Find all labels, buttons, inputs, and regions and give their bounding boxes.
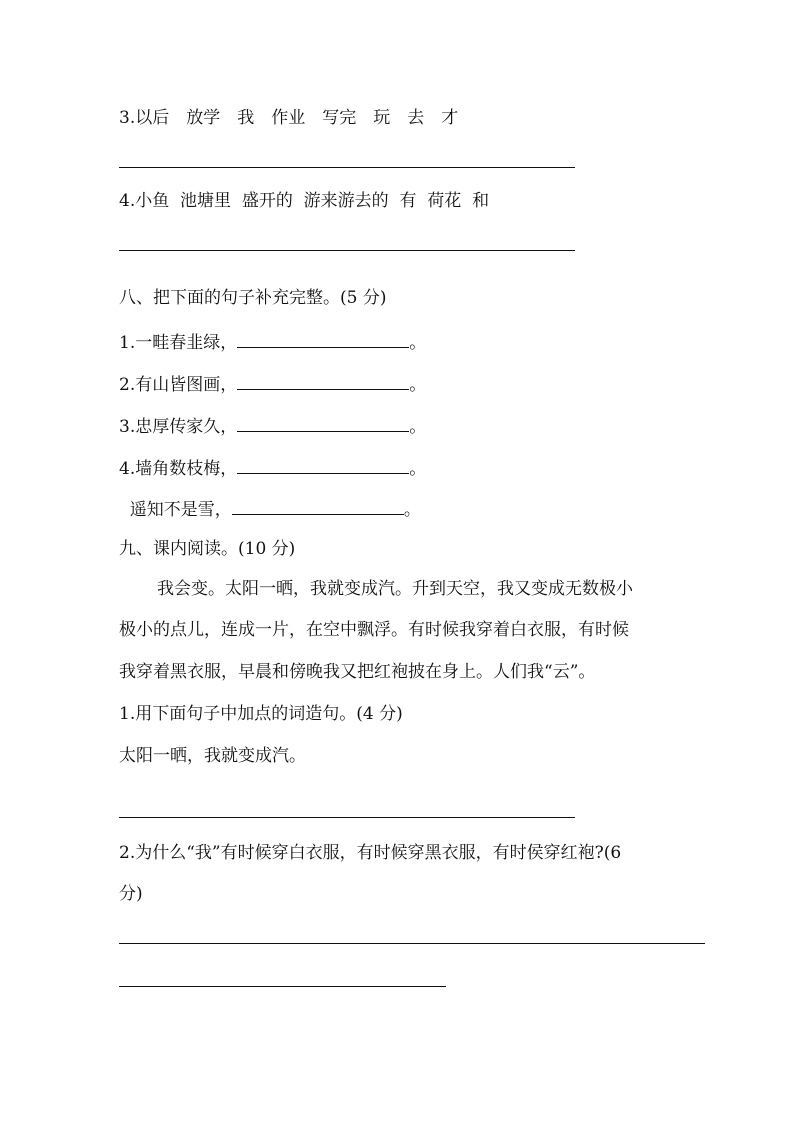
section8-title: 八、把下面的句子补充完整。(5 分) (119, 288, 387, 308)
fill-prefix: 4.墙角数枝梅， (119, 459, 238, 479)
section9-q2-title-cont: 分) (119, 884, 143, 904)
fill-prefix: 3.忠厚传家久， (119, 417, 238, 437)
section9-q1-title: 1.用下面句子中加点的词造句。(4 分) (119, 704, 403, 724)
answer-line[interactable] (119, 986, 446, 987)
section9-title: 九、课内阅读。(10 分) (119, 539, 296, 559)
passage-line: 极小的点儿，连成一片，在空中飘浮。有时候我穿着白衣服，有时候 (119, 620, 629, 640)
answer-line[interactable] (119, 167, 575, 168)
fill-prefix: 2.有山皆图画， (119, 375, 238, 395)
fill-item (119, 329, 426, 354)
fill-blank[interactable] (232, 496, 404, 515)
fill-suffix: 。 (409, 375, 427, 395)
fill-prefix: 遥知不是雪， (119, 500, 232, 520)
fill-suffix: 。 (403, 500, 421, 520)
section7-q4: 4.小鱼 池塘里 盛开的 游来游去的 有 荷花 和 (119, 191, 490, 211)
answer-line[interactable] (119, 943, 705, 944)
answer-line[interactable] (119, 250, 575, 251)
fill-suffix: 。 (409, 459, 427, 479)
fill-suffix: 。 (409, 333, 427, 353)
section9-q2-title: 2.为什么“我”有时候穿白衣服，有时候穿黑衣服，有时侯穿红袍?(6 (119, 843, 622, 863)
fill-suffix: 。 (409, 417, 427, 437)
fill-item (119, 371, 426, 396)
fill-prefix: 1.一畦春韭绿， (119, 333, 238, 353)
fill-item (119, 496, 421, 521)
passage-line: 我会变。太阳一晒，我就变成汽。升到天空，我又变成无数极小 (157, 579, 633, 599)
section9-q1-sentence: 太阳一晒，我就变成汽。 (119, 746, 306, 766)
fill-blank[interactable] (237, 413, 409, 432)
fill-item (119, 455, 426, 480)
answer-line[interactable] (119, 817, 575, 818)
fill-blank[interactable] (237, 455, 409, 474)
fill-item (119, 413, 426, 438)
fill-blank[interactable] (237, 329, 409, 348)
passage-line: 我穿着黑衣服，早晨和傍晚我又把红袍披在身上。人们我“云”。 (119, 662, 596, 682)
fill-blank[interactable] (237, 371, 409, 390)
section7-q3: 3.以后 放学 我 作业 写完 玩 去 才 (119, 108, 459, 128)
